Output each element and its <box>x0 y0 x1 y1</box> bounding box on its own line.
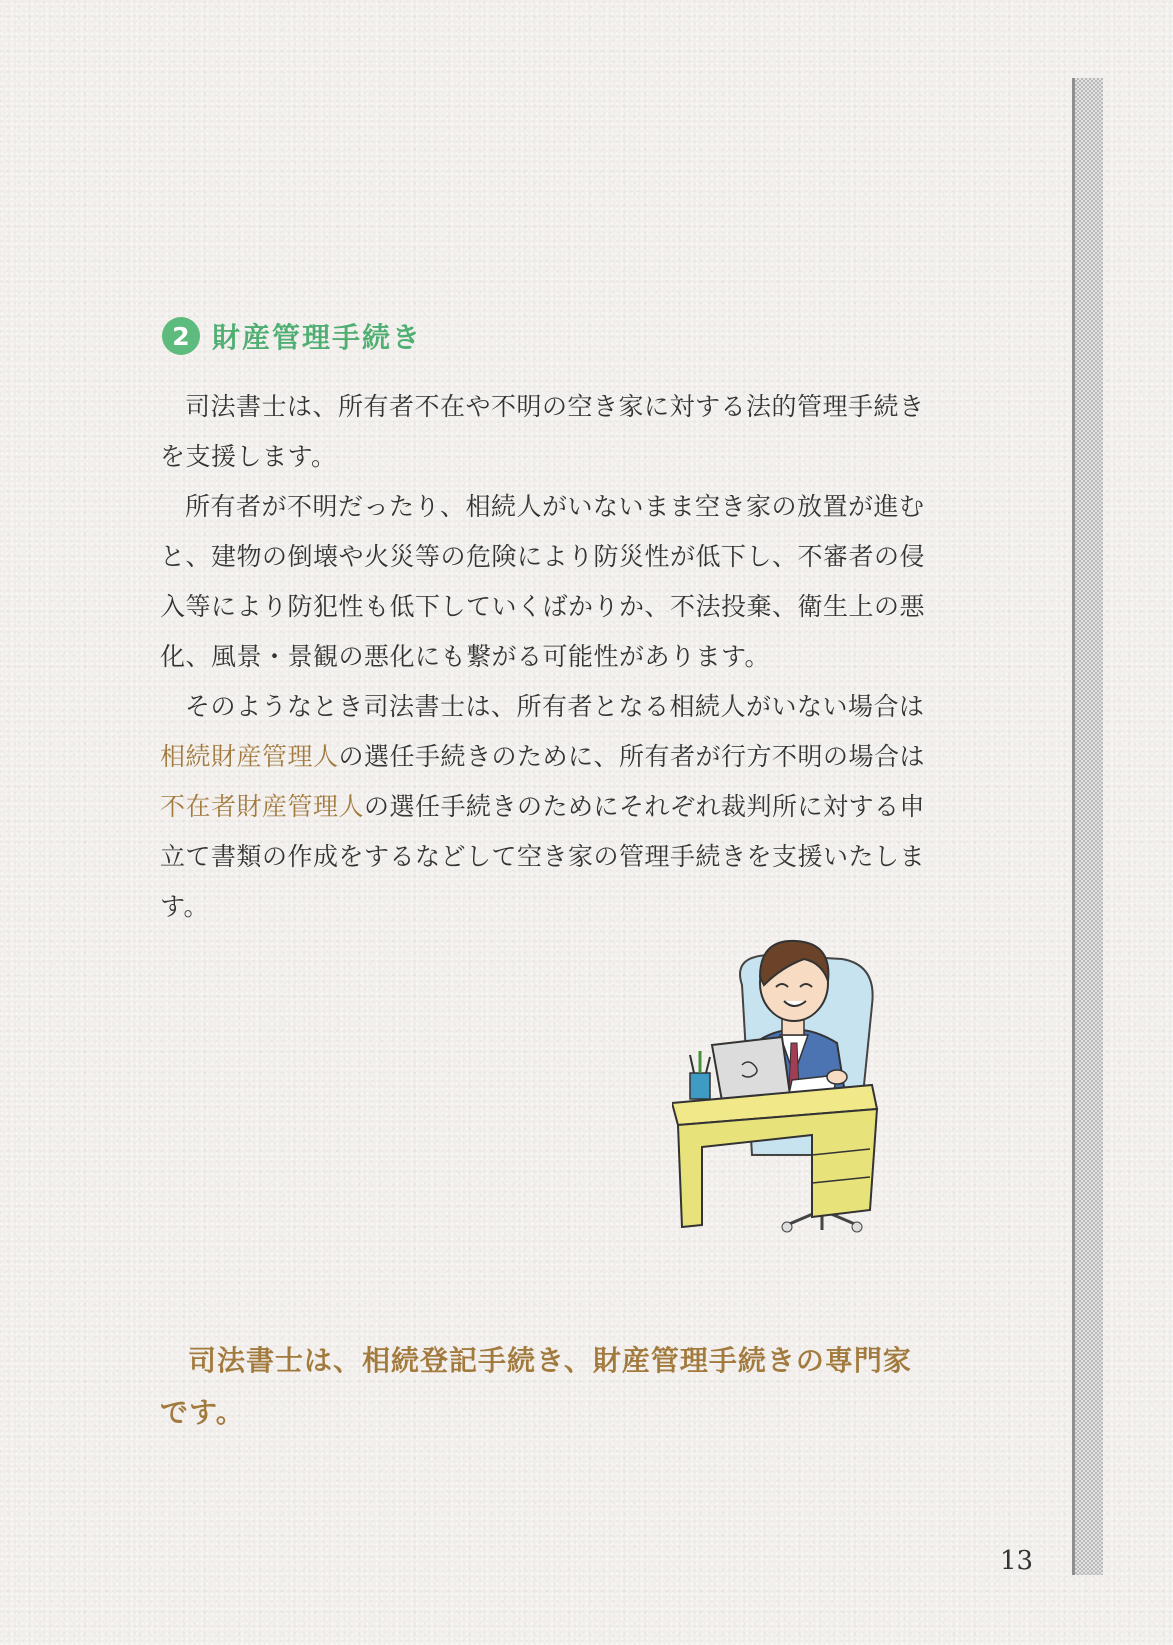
paragraph-3-part-3: の選任手続きのためにそれぞれ裁判所に対する申立て書類の作成をするなどして空き家の管理手続きを支援いたします。 <box>160 792 926 921</box>
highlight-inheritance-property-administrator: 相続財産管理人 <box>160 742 339 771</box>
lawyer-at-desk-illustration <box>672 925 912 1300</box>
paragraph-3 <box>160 682 940 932</box>
section-number-badge: 2 <box>162 317 200 355</box>
body-text <box>160 382 940 932</box>
section-heading <box>162 316 422 356</box>
side-strip-decoration <box>1072 78 1103 1575</box>
paragraph-3-part-1: そのようなとき司法書士は、所有者となる相続人がいない場合は <box>185 692 925 721</box>
page-number: 13 <box>1000 1546 1034 1576</box>
paragraph-1: 司法書士は、所有者不在や不明の空き家に対する法的管理手続きを支援します。 <box>160 392 925 471</box>
paragraph-3-part-2: の選任手続きのために、所有者が行方不明の場合は <box>338 742 926 771</box>
section-title: 財産管理手続き <box>212 321 423 354</box>
highlight-absentee-property-administrator: 不在者財産管理人 <box>160 792 365 821</box>
paragraph-2: 所有者が不明だったり、相続人がいないまま空き家の放置が進むと、建物の倒壊や火災等の危険により防災性が低下し、不審者の侵入等により防犯性も低下していくばかりか、不法投棄、衛生上の悪化、風景・景観の悪化にも繋がる可能性があります。 <box>160 492 926 671</box>
closing-statement: 司法書士は、相続登記手続き、財産管理手続きの専門家です。 <box>160 1344 912 1429</box>
